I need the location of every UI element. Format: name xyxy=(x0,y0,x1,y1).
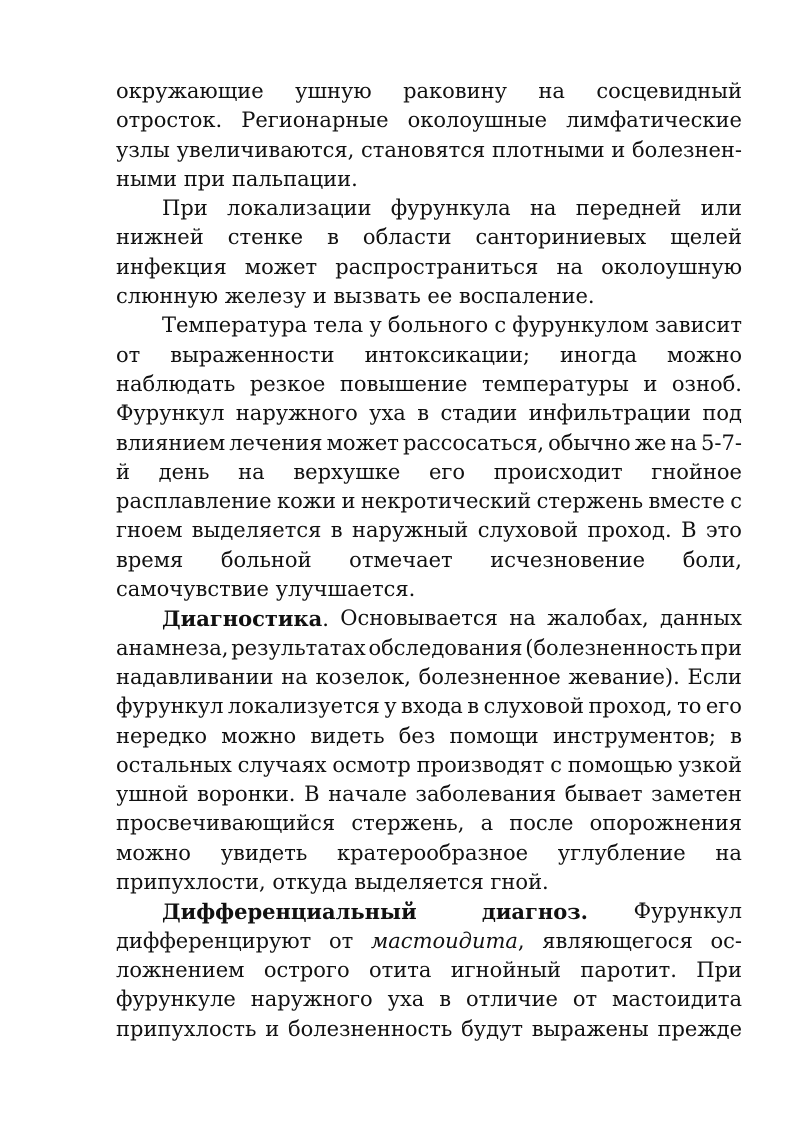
word: просвечивающийся xyxy=(116,811,336,836)
text-line xyxy=(116,722,742,751)
word: слуховой xyxy=(477,518,579,543)
text: дифференцируют xyxy=(116,928,312,953)
text-line xyxy=(116,546,742,575)
word: нередко xyxy=(116,723,207,748)
word: увидеть xyxy=(220,840,308,865)
word: можно xyxy=(116,840,191,865)
word: с xyxy=(730,489,742,514)
word: исчезновение xyxy=(490,547,646,572)
word: при xyxy=(700,635,742,660)
word: на xyxy=(529,196,557,221)
word: околоушную xyxy=(601,254,742,279)
word: резкое xyxy=(249,371,326,396)
text-line xyxy=(116,341,742,370)
word: локализации xyxy=(227,196,372,221)
word: сосцевидный xyxy=(596,79,742,103)
word: тела xyxy=(313,313,364,338)
word: можно xyxy=(221,723,297,748)
word: день xyxy=(158,459,210,484)
word: от xyxy=(572,987,598,1012)
text: от xyxy=(328,928,354,953)
word: рассосаться, xyxy=(402,430,545,455)
paragraph-2 xyxy=(116,194,742,311)
text-line xyxy=(116,1015,742,1044)
word: расплавление xyxy=(116,489,272,514)
word: на xyxy=(556,254,583,279)
word: то xyxy=(677,694,702,719)
word xyxy=(116,927,311,956)
word: выражены xyxy=(531,1016,649,1041)
word: помощью xyxy=(567,752,673,777)
word: зависит xyxy=(654,313,742,338)
word: инфильтрации xyxy=(528,401,691,426)
word: передней xyxy=(575,196,682,221)
word: отличие xyxy=(466,987,558,1012)
word: лечения xyxy=(229,430,323,455)
word: обследования xyxy=(368,635,523,660)
word: (болезненность xyxy=(525,635,698,660)
text-line: самочувствие улучшается. xyxy=(116,577,416,602)
word: верхушке xyxy=(293,459,401,484)
word: отросток. xyxy=(116,108,223,133)
word: происходит xyxy=(493,459,623,484)
word: на xyxy=(281,664,308,689)
word: производят xyxy=(416,752,545,777)
word: от xyxy=(116,342,141,367)
word: будут xyxy=(461,1016,523,1041)
word: Фурункул xyxy=(116,401,225,426)
text-line xyxy=(116,487,742,516)
text: Основывается xyxy=(340,606,498,631)
text: жалобах, xyxy=(547,606,649,631)
word: гноем xyxy=(116,518,183,543)
word: узлы xyxy=(116,137,170,162)
word: щелей xyxy=(670,225,742,250)
word: фурункула xyxy=(390,196,511,221)
word: или xyxy=(700,196,742,221)
word: инструментов; xyxy=(552,723,716,748)
section-heading xyxy=(162,897,588,926)
word: раковину xyxy=(403,79,507,103)
word: в xyxy=(327,225,339,250)
word xyxy=(509,604,536,633)
word: распространиться xyxy=(335,254,539,279)
word: бывает xyxy=(564,782,643,807)
text-line xyxy=(116,809,742,838)
text-line xyxy=(116,136,742,165)
text-line xyxy=(116,429,742,458)
word: При xyxy=(696,957,742,982)
word: проход. xyxy=(587,518,672,543)
text-line xyxy=(116,223,742,252)
word: в xyxy=(417,401,430,426)
word: заболевания xyxy=(415,782,557,807)
word: его xyxy=(705,694,742,719)
word: а xyxy=(480,811,494,836)
word: козелок, xyxy=(315,664,411,689)
bold-text: Диагностика xyxy=(162,606,323,632)
word: в xyxy=(730,723,742,748)
word: й xyxy=(116,459,130,484)
word xyxy=(371,927,525,956)
text-line xyxy=(116,516,742,545)
text-line xyxy=(116,634,742,663)
text-line xyxy=(116,692,742,721)
word: игнойный xyxy=(450,957,562,982)
word: фурункул xyxy=(116,694,224,719)
word: диагноз. xyxy=(481,899,588,925)
word: При xyxy=(162,196,208,221)
word: локализуется xyxy=(227,694,380,719)
word: увеличиваются, xyxy=(176,137,355,162)
word: боли, xyxy=(682,547,742,572)
paragraph-3 xyxy=(116,311,742,604)
word: осмотр xyxy=(332,752,411,777)
text-run: Фурункул xyxy=(633,899,742,924)
word xyxy=(329,927,353,956)
word: помощи xyxy=(449,723,539,748)
text-line xyxy=(116,985,742,1014)
word: под xyxy=(702,401,742,426)
word xyxy=(710,927,742,956)
text: данных xyxy=(659,606,742,631)
word: ушную xyxy=(295,79,372,103)
word: углубление xyxy=(557,840,686,865)
word: на xyxy=(538,79,565,103)
word: анамнеза, xyxy=(116,635,229,660)
word: выраженности xyxy=(170,342,335,367)
word: больной xyxy=(220,547,312,572)
word: плотными xyxy=(491,137,605,162)
word: воронки. xyxy=(197,782,296,807)
text-line xyxy=(116,253,742,282)
text: являющегося xyxy=(542,928,693,953)
word: стадии xyxy=(440,401,518,426)
text: на xyxy=(509,606,536,631)
word xyxy=(660,604,742,633)
word: гнойное xyxy=(651,459,742,484)
word: озноб. xyxy=(671,371,742,396)
word: нижней xyxy=(116,225,204,250)
word: околоушные xyxy=(407,108,548,133)
word: В xyxy=(681,518,697,543)
word: может xyxy=(244,254,318,279)
word: результатах xyxy=(231,635,366,660)
word xyxy=(542,927,693,956)
word: ушной xyxy=(116,782,189,807)
word: и xyxy=(265,1016,280,1041)
word: стержень, xyxy=(351,811,465,836)
word: стенке xyxy=(227,225,304,250)
word: 5-7- xyxy=(701,430,742,455)
word: с xyxy=(494,313,507,338)
word: на xyxy=(715,840,742,865)
word: ложнением xyxy=(116,957,245,982)
word: слуховой xyxy=(483,694,584,719)
word: после xyxy=(509,811,574,836)
word: начале xyxy=(328,782,407,807)
text-line xyxy=(116,311,742,340)
text-line xyxy=(116,956,742,985)
word: остальных xyxy=(116,752,232,777)
word: Регионарные xyxy=(241,108,389,133)
word: болезненное xyxy=(418,664,561,689)
paragraph-differential-diagnosis xyxy=(116,897,742,1043)
word: В xyxy=(304,782,320,807)
word: температуры xyxy=(481,371,629,396)
word: без xyxy=(398,723,436,748)
word: кожи xyxy=(276,489,337,514)
word: на xyxy=(238,459,265,484)
text-line xyxy=(116,663,742,692)
word: уха xyxy=(369,401,406,426)
word: кратерообразное xyxy=(337,840,529,865)
word: фурункуле xyxy=(116,987,236,1012)
word: у xyxy=(369,313,382,338)
word: фурункулом xyxy=(512,313,649,338)
text-line xyxy=(116,839,742,868)
word: с xyxy=(550,752,562,777)
word: опорожнения xyxy=(589,811,742,836)
paragraph-diagnostics xyxy=(116,604,742,897)
word xyxy=(162,604,329,633)
document-page xyxy=(116,77,742,1044)
word: влиянием xyxy=(116,430,226,455)
word: в xyxy=(439,987,452,1012)
word: интоксикации; xyxy=(364,342,530,367)
word: области xyxy=(362,225,452,250)
word xyxy=(547,604,649,633)
text-line: припухлости, откуда выделяется гной. xyxy=(116,870,549,895)
word: на xyxy=(670,430,697,455)
word: припухлость xyxy=(116,1016,257,1041)
word: выделяется xyxy=(191,518,322,543)
word: лимфатические xyxy=(566,108,742,133)
word: некротический xyxy=(360,489,532,514)
word xyxy=(340,604,498,633)
word: и xyxy=(611,137,626,162)
word: становятся xyxy=(361,137,486,162)
word: у xyxy=(384,694,397,719)
text-line xyxy=(116,370,742,399)
word: наружный xyxy=(351,518,469,543)
word: наблюдать xyxy=(116,371,236,396)
word: Если xyxy=(687,664,742,689)
word: отмечает xyxy=(349,547,453,572)
word: это xyxy=(705,518,742,543)
word: вместе xyxy=(648,489,725,514)
text-line xyxy=(116,927,742,956)
word: и xyxy=(643,371,658,396)
text-line xyxy=(116,399,742,428)
word: его xyxy=(428,459,466,484)
word: в xyxy=(330,518,343,543)
word: и xyxy=(341,489,356,514)
word: прежде xyxy=(657,1016,742,1041)
word: узкой xyxy=(678,752,742,777)
italic-text: мастоидита xyxy=(370,928,518,953)
word: наружного xyxy=(250,987,373,1012)
word: проход, xyxy=(588,694,673,719)
word: случаях xyxy=(237,752,327,777)
text: ос- xyxy=(710,928,742,953)
word: наружного xyxy=(235,401,358,426)
word: больного xyxy=(387,313,489,338)
word: можно xyxy=(667,342,742,367)
word: инфекция xyxy=(116,254,227,279)
word: жевание). xyxy=(568,664,680,689)
word: мастоидита xyxy=(612,987,742,1012)
text-line: слюнную железу и вызвать ее воспаление. xyxy=(116,284,595,309)
text-line xyxy=(116,106,742,135)
text-line xyxy=(116,458,742,487)
word: отита xyxy=(368,957,432,982)
word: время xyxy=(116,547,184,572)
word: в xyxy=(467,694,480,719)
word: окружающие xyxy=(116,79,264,103)
word: Температура xyxy=(162,313,308,338)
word: болезненность xyxy=(287,1016,453,1041)
word: стержень xyxy=(536,489,644,514)
word: может xyxy=(326,430,399,455)
word: паротит. xyxy=(580,957,677,982)
word: болезнен- xyxy=(631,137,742,162)
text: , xyxy=(517,928,525,953)
word: же xyxy=(634,430,667,455)
word: входа xyxy=(401,694,463,719)
text-line xyxy=(116,751,742,780)
word: острого xyxy=(263,957,350,982)
word: надавливании xyxy=(116,664,274,689)
paragraph-1 xyxy=(116,77,742,194)
word: уха xyxy=(387,987,425,1012)
text-line xyxy=(116,77,742,106)
word: иногда xyxy=(559,342,638,367)
word: санториниевых xyxy=(475,225,647,250)
word: обычно xyxy=(548,430,631,455)
word: видеть xyxy=(310,723,385,748)
text-line xyxy=(116,604,742,633)
text: . xyxy=(322,607,329,632)
word: заметен xyxy=(651,782,742,807)
word: повышение xyxy=(339,371,468,396)
text-line xyxy=(116,780,742,809)
word: Дифференциальный xyxy=(162,899,417,925)
text-line xyxy=(116,194,742,223)
text-line: ными при пальпации. xyxy=(116,166,358,191)
text-line xyxy=(116,897,742,926)
